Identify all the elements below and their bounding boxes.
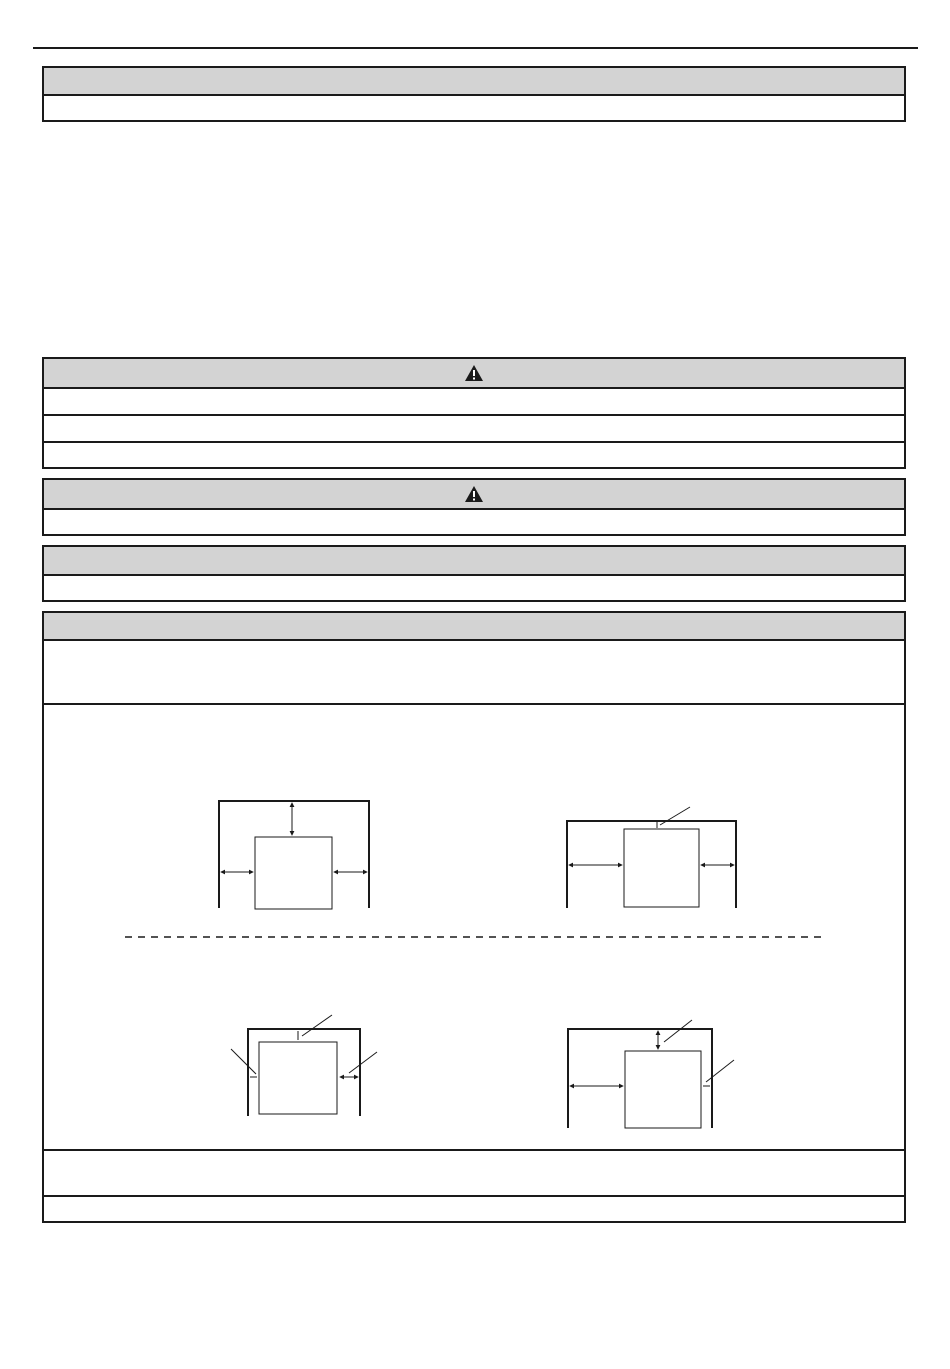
section-1-header — [44, 68, 904, 96]
clearance-diagram-row — [44, 705, 904, 1151]
section-clearance-note-row — [44, 1151, 904, 1197]
section-clearance-intro-row — [44, 641, 904, 705]
section-warning-2-header — [44, 480, 904, 510]
section-warning-1-row-2 — [44, 416, 904, 443]
section-warning-2 — [42, 478, 906, 536]
section-warning-2-row — [44, 510, 904, 534]
section-3 — [42, 545, 906, 602]
section-clearance — [42, 611, 906, 1223]
section-clearance-last-row — [44, 1197, 904, 1221]
section-3-header — [44, 547, 904, 576]
section-warning-1-row-3 — [44, 443, 904, 467]
section-3-row — [44, 576, 904, 600]
section-warning-1-header — [44, 359, 904, 389]
section-clearance-header — [44, 613, 904, 641]
section-1-row — [44, 96, 904, 120]
section-1 — [42, 66, 906, 122]
warning-triangle-icon — [464, 364, 484, 382]
warning-triangle-icon — [464, 485, 484, 503]
top-rule — [33, 47, 918, 49]
section-warning-1-row-1 — [44, 389, 904, 416]
section-warning-1 — [42, 357, 906, 469]
